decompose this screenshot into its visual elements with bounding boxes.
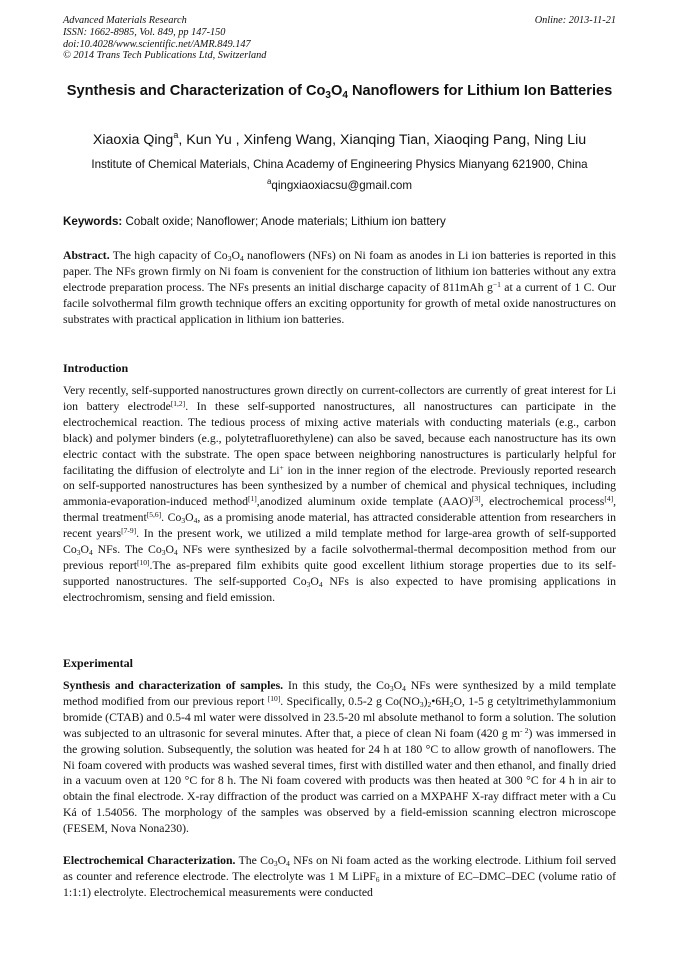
journal-name: Advanced Materials Research — [63, 15, 187, 26]
electrochemical-label: Electrochemical Characterization. — [63, 854, 236, 867]
author-email[interactable]: $^a$qingxiaoxiacsu@gmail.com — [266, 177, 413, 192]
abstract-paragraph: Abstract. The high capacity of $Co_3O_4$ nanoflowers (NFs) on Ni foam as anodes in Li ion batteries is reported in this paper. The NFs grown firmly on Ni foam is convenient for the construction of lithium ion batteries without any extra electrode preparation process. The NFs presents an initial discharge capacity of 811mAh $g^{-1}$ at a current of 1 C. Our facile solvothermal film growth technique offers an exciting opportunity for growth of metal oxide nanostructures on substrates with practical application in lithium ion batteries. — [63, 249, 616, 326]
experimental-paragraph-synthesis: Synthesis and characterization of samples. In this study, the $Co_3O_4$ NFs were synthesized by a mild template method modified from our previous report [10]. Specifically, 0.5-2 g $Co(NO_3)_2•6H_2O$, 1-5 g cetyltrimethylammonium bromide (CTAB) and 0.5-4 ml water were dissolved in 23.5-20 ml absolute methanol to form a solution. The solution was subjected to an ultrasonic for several minutes. After that, a piece of clean Ni foam (420 g $m^{- 2}$) was immersed in the growing solution. Subsequently, the solution was heated for 24 h at 180 °C to allow growth of nanoflowers. The Ni foam covered with products was washed several times, first with distilled water and then ethanol, and finally dried in a vacuum oven at 120 °C for 8 h. The Ni foam covered with products was then heated at 300 °C for 4 h in air to obtain the final electrode. X-ray diffraction of the product was carried on a MXPAHF X-ray diffract meter with a Cu Ká of 1.54056. The morphology of the samples was observed by a field-emission scanning electron microscope (FESEM, Nova Nona230). — [63, 679, 616, 836]
online-date: Online: 2013-11-21 — [534, 15, 616, 26]
doi-line[interactable]: doi:10.4028/www.scientific.net/AMR.849.147 — [63, 38, 251, 50]
author-first: Xiaoxia Qing — [92, 132, 174, 148]
experimental-heading: Experimental — [63, 656, 133, 670]
copyright-line: © 2014 Trans Tech Publications Ltd, Switzerland — [63, 50, 267, 62]
author-rest: , Kun Yu , Xinfeng Wang, Xianqing Tian, Xiaoqing Pang, Ning Liu — [178, 132, 587, 148]
introduction-paragraph: Very recently, self-supported nanostructures grown directly on current-collectors are currently of great interest for Li ion battery electrode[1,2]. In these self-supported nanostructures, all nanostructures can participate in the electrochemical reaction. The tedious process of mixing active materials with conducting materials (e.g., carbon black) and polymer binders (e.g., polytetrafluorethylene) can also be saved, because each nanostructure has its own electric contact with the substrate. The open space between neighboring nanostructures is particularly helpful for facilitating the diffusion of electrolyte and Li+ ion in the inner region of the electrode. Previously reported research on self-supported nanostructures has been synthesized by a number of chemical and physical techniques, including ammonia-evaporation-induced method[1],anodized aluminum oxide template (AAO)[3], electrochemical process[4], thermal treatment[5,6]. $Co_3O_4$, as a promising anode material, has attracted considerable attention from researchers in recent years[7-9]. In the present work, we utilized a mild template method for large-area growth of self-supported $Co_3O_4$ NFs. The $Co_3O_4$ NFs were synthesized by a facile solvothermal-thermal decomposition method from our previous report[10].The as-prepared film exhibits quite good excellent lithium storage properties due to its self-supported nanostructures. The self-supported $Co_3O_4$ NFs is also expected to have promising applications in electrochromism, sensing and field emission. — [63, 384, 617, 604]
keywords: Keywords: Cobalt oxide; Nanoflower; Anode materials; Lithium ion battery — [63, 215, 446, 228]
abstract-label: Abstract. — [63, 249, 110, 262]
issn-line: ISSN: 1662-8985, Vol. 849, pp 147-150 — [63, 26, 226, 38]
paper-title: Synthesis and Characterization of $Co_3O_4$ Nanoflowers for Lithium Ion Batteries — [66, 83, 613, 101]
keywords-label: Keywords: — [63, 215, 123, 228]
introduction-heading: Introduction — [63, 361, 129, 375]
affiliation: Institute of Chemical Materials, China Academy of Engineering Physics Mianyang 621900, China — [91, 158, 588, 171]
experimental-paragraph-electrochemical: Electrochemical Characterization. The $Co_3O_4$ NFs on Ni foam acted as the working electrode. Lithium foil served as counter and reference electrode. The electrolyte was 1 M LiPF$_6$ in a mixture of EC–DMC–DEC (volume ratio of 1:1:1) electrolyte. Electrochemical measurements were conducted — [63, 854, 616, 899]
journal-header — [63, 15, 616, 62]
author-list: Xiaoxia Qing$^a$, Kun Yu , Xinfeng Wang, Xianqing Tian, Xiaoqing Pang, Ning Liu — [92, 130, 587, 148]
synthesis-label: Synthesis and characterization of samples. — [63, 679, 284, 692]
